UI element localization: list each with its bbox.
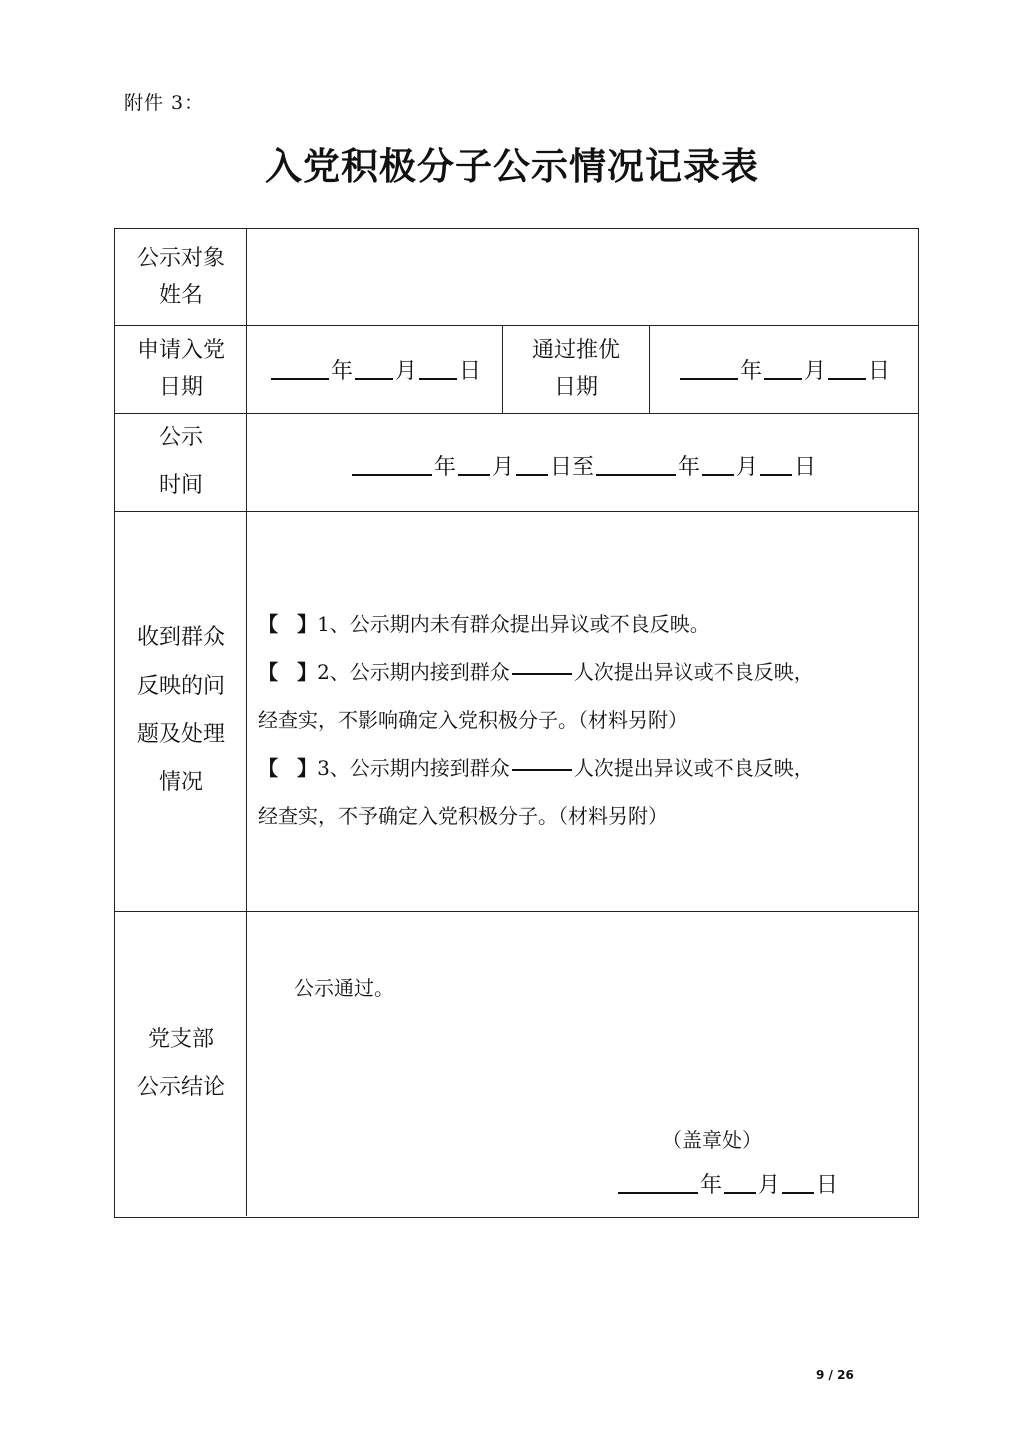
option-3-text-post: 人次提出异议或不良反映， — [573, 756, 814, 780]
option-1[interactable] — [258, 600, 908, 648]
start-year-blank[interactable] — [352, 473, 432, 476]
period-label — [116, 414, 246, 510]
recommend-date-label-line1: 通过推优 — [531, 337, 620, 363]
apply-date-label-line2: 日期 — [158, 375, 203, 400]
end-year-blank[interactable] — [596, 473, 676, 476]
conclusion-text: 公示通过。 — [294, 976, 394, 1000]
option-3[interactable] — [258, 744, 908, 792]
year-unit: 年 — [700, 1173, 723, 1198]
day-blank[interactable] — [419, 377, 457, 380]
publicity-period-field[interactable] — [248, 450, 918, 481]
recommend-date-field[interactable] — [650, 354, 918, 385]
seal-placeholder: （盖章处） — [662, 1128, 762, 1152]
option-2-line2: 经查实，不影响确定入党积极分子。（材料另附） — [258, 708, 688, 732]
year-blank[interactable] — [680, 377, 738, 380]
checkbox-bracket-close[interactable]: 】 — [297, 612, 318, 636]
name-label-line2: 姓名 — [158, 283, 203, 308]
attachment-label: 附件 3： — [124, 92, 205, 114]
end-day-blank[interactable] — [760, 473, 792, 476]
apply-date-field[interactable] — [248, 354, 502, 385]
period-label-line2: 时间 — [158, 473, 203, 498]
year-blank[interactable] — [271, 377, 329, 380]
option-2-text-post: 人次提出异议或不良反映， — [573, 660, 814, 684]
name-label-line1: 公示对象 — [136, 245, 225, 271]
page-title: 入党积极分子公示情况记录表 — [265, 144, 759, 188]
apply-date-label-line1: 申请入党 — [136, 337, 225, 363]
option-2[interactable] — [258, 648, 908, 696]
year-blank[interactable] — [618, 1191, 698, 1194]
month-unit: 月 — [758, 1173, 781, 1198]
apply-date-label — [116, 326, 246, 412]
month-unit: 月 — [491, 455, 514, 480]
conclusion-label — [116, 912, 246, 1216]
count-blank[interactable] — [512, 768, 572, 771]
day-blank[interactable] — [782, 1191, 814, 1194]
day-blank[interactable] — [828, 377, 866, 380]
year-unit: 年 — [678, 455, 701, 480]
feedback-label-line3: 题及处理 — [136, 722, 225, 747]
year-unit: 年 — [330, 359, 353, 384]
count-blank[interactable] — [512, 672, 572, 675]
conclusion-label-line1: 党支部 — [147, 1026, 214, 1052]
end-month-blank[interactable] — [702, 473, 734, 476]
feedback-label — [116, 512, 246, 910]
checkbox-bracket-open[interactable]: 【 — [258, 660, 278, 684]
checkbox-bracket-open[interactable]: 【 — [258, 756, 278, 780]
label-column-divider — [246, 229, 247, 1216]
page-number: 9 / 26 — [816, 1368, 854, 1382]
start-day-blank[interactable] — [516, 473, 548, 476]
option-1-text: 1、公示期内未有群众提出异议或不良反映。 — [317, 612, 710, 636]
conclusion-label-line2: 公示结论 — [136, 1075, 225, 1100]
start-month-blank[interactable] — [458, 473, 490, 476]
feedback-label-line4: 情况 — [158, 770, 203, 796]
feedback-options — [258, 600, 908, 840]
year-unit: 年 — [433, 455, 456, 480]
month-unit: 月 — [803, 359, 826, 384]
recommend-date-label — [503, 326, 649, 412]
month-unit: 月 — [394, 359, 417, 384]
month-unit: 月 — [736, 455, 759, 480]
option-3-text-pre: 3、公示期内接到群众 — [317, 756, 510, 780]
to-unit: 日至 — [549, 455, 594, 480]
recommend-date-label-line2: 日期 — [553, 375, 598, 400]
month-blank[interactable] — [724, 1191, 756, 1194]
day-unit: 日 — [868, 359, 891, 384]
day-unit: 日 — [816, 1173, 839, 1198]
option-2-text-pre: 2、公示期内接到群众 — [317, 660, 510, 684]
year-unit: 年 — [739, 359, 762, 384]
feedback-label-line2: 反映的问 — [136, 673, 225, 699]
checkbox-bracket-close[interactable]: 】 — [297, 660, 318, 684]
conclusion-date-field[interactable] — [616, 1168, 856, 1199]
checkbox-bracket-close[interactable]: 】 — [297, 756, 318, 780]
period-label-line1: 公示 — [158, 424, 203, 450]
day-unit: 日 — [459, 359, 482, 384]
month-blank[interactable] — [764, 377, 802, 380]
month-blank[interactable] — [355, 377, 393, 380]
option-3-line2: 经查实，不予确定入党积极分子。（材料另附） — [258, 804, 668, 828]
name-label — [116, 230, 246, 324]
checkbox-bracket-open[interactable]: 【 — [258, 612, 278, 636]
day-unit: 日 — [794, 455, 817, 480]
feedback-label-line1: 收到群众 — [136, 625, 225, 651]
